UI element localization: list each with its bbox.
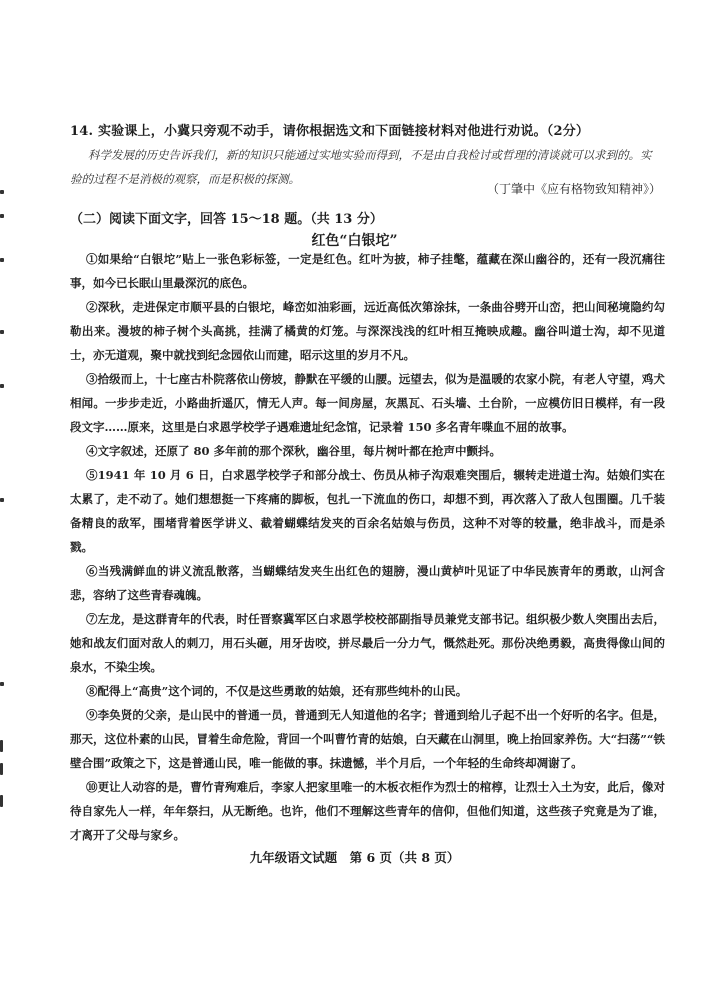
paragraph-8: ⑧配得上“高贵”这个词的，不仅是这些勇敢的姑娘，还有那些纯朴的山民。 [86, 684, 468, 698]
binding-mark [0, 384, 4, 388]
paragraph-5: ⑤1941 年 10 月 6 日，白求恩学校学子和部分战士、伤员从柿子沟艰难突围后，辗转走进道士沟。姑娘们实在太累了，走不动了。她们想想挺一下疼痛的脚板，包扎一下流血的伤口，却想不到，再次落入了敌人包围圈。几千装备精良的敌军，围堵背着医学讲义、截着蝴蝶结发夹的百余名姑娘与伤员，这种不对等的较量，绝非战斗，而是杀戮。 [70, 468, 665, 554]
article-title: 红色“白银坨” [311, 233, 398, 249]
linked-material-quote: 科学发展的历史告诉我们，新的知识只能通过实地实验而得到，不是由自我检讨或哲理的清谈就可以求到的。实验的过程不是消极的观察，而是积极的探测。 [70, 148, 652, 186]
binding-mark [0, 258, 4, 262]
binding-mark [0, 795, 3, 807]
paragraph-6: ⑥当残满鲜血的讲义流乱散落，当蝴蝶结发夹生出红色的翅膀，漫山黄栌叶见证了中华民族青年的勇敢，山河含悲，容纳了这些青春魂魄。 [70, 564, 665, 602]
page-footer: 九年级语文试题 第 6 页（共 8 页） [249, 850, 460, 865]
binding-mark [0, 214, 4, 218]
paragraph-3: ③拾级而上，十七座古朴院落依山傍坡，静默在平缓的山腰。远望去，似为是温暖的农家小院，有老人守望，鸡犬相闻。一步步走近，小路曲折遥仄，情无人声。每一间房屋，灰黑瓦、石头墙、土台阶，一应模仿旧日模样，有一段段文字……原来，这里是白求恩学校学子遇难遗址纪念馆，记录着 150 多名青年喋血不屈的故事。 [70, 372, 665, 434]
question-14: 14. 实验课上，小冀只旁观不动手，请你根据选文和下面链接材料对他进行劝说。（2分） [70, 124, 590, 139]
paragraph-4: ④文字叙述，还原了 80 多年前的那个深秋，幽谷里，每片树叶都在抢声中颤抖。 [86, 444, 502, 458]
paragraph-10: ⑩更让人动容的是，曹竹青殉难后，李家人把家里唯一的木板衣柜作为烈士的棺椁，让烈士入土为安，此后，像对待自家先人一样，年年祭扫，从无断绝。也许，他们不理解这些青年的信仰，但他们知道，这些孩子究竟是为了谁，才离开了父母与家乡。 [70, 780, 665, 842]
binding-mark [0, 740, 3, 752]
binding-mark [0, 763, 3, 775]
paragraph-2: ②深秋，走进保定市顺平县的白银坨，峰峦如油彩画，远近高低次第涂抹，一条曲谷劈开山峦，把山间秘境隐约勾勒出来。漫坡的柿子树个头高挑，挂满了橘黄的灯笼。与深深浅浅的红叶相互掩映成趣。幽谷叫道士沟，却不见道士，亦无道观，聚中就找到纪念园依山而建，昭示这里的岁月不凡。 [70, 300, 665, 362]
paragraph-1: ①如果给“白银坨”贴上一张色彩标签，一定是红色。红叶为披，柿子挂氅，蕴藏在深山幽谷的，还有一段沉痛往事，如今已长眠山里最深沉的底色。 [70, 252, 665, 290]
quote-source: （丁肇中《应有格物致知精神》） [486, 182, 661, 196]
article-body [70, 247, 665, 847]
binding-mark [0, 682, 4, 686]
binding-mark [0, 330, 4, 334]
binding-mark [0, 498, 4, 502]
paragraph-7: ⑦左龙，是这群青年的代表，时任晋察冀军区白求恩学校校部副指导员兼党支部书记。组织极少数人突围出去后，她和战友们面对敌人的刺刀，用石头砸，用牙齿咬，拼尽最后一分力气，慨然赴死。那份决绝勇毅，高贵得像山间的泉水，不染尘埃。 [70, 612, 665, 674]
paragraph-9: ⑨李奂贤的父亲，是山民中的普通一员，普通到无人知道他的名字；普通到给儿子起不出一个好听的名字。但是，那天，这位朴素的山民，冒着生命危险，背回一个叫曹竹青的姑娘，白天藏在山洞里，晚上抬回家养伤。大“扫荡”“铁壁合围”政策之下，这是普通山民，唯一能做的事。抹遗憾，半个月后，一个年轻的生命终却凋谢了。 [70, 708, 665, 770]
section-heading: （二）阅读下面文字，回答 15～18 题。（共 13 分） [70, 212, 383, 227]
binding-mark [0, 190, 4, 194]
